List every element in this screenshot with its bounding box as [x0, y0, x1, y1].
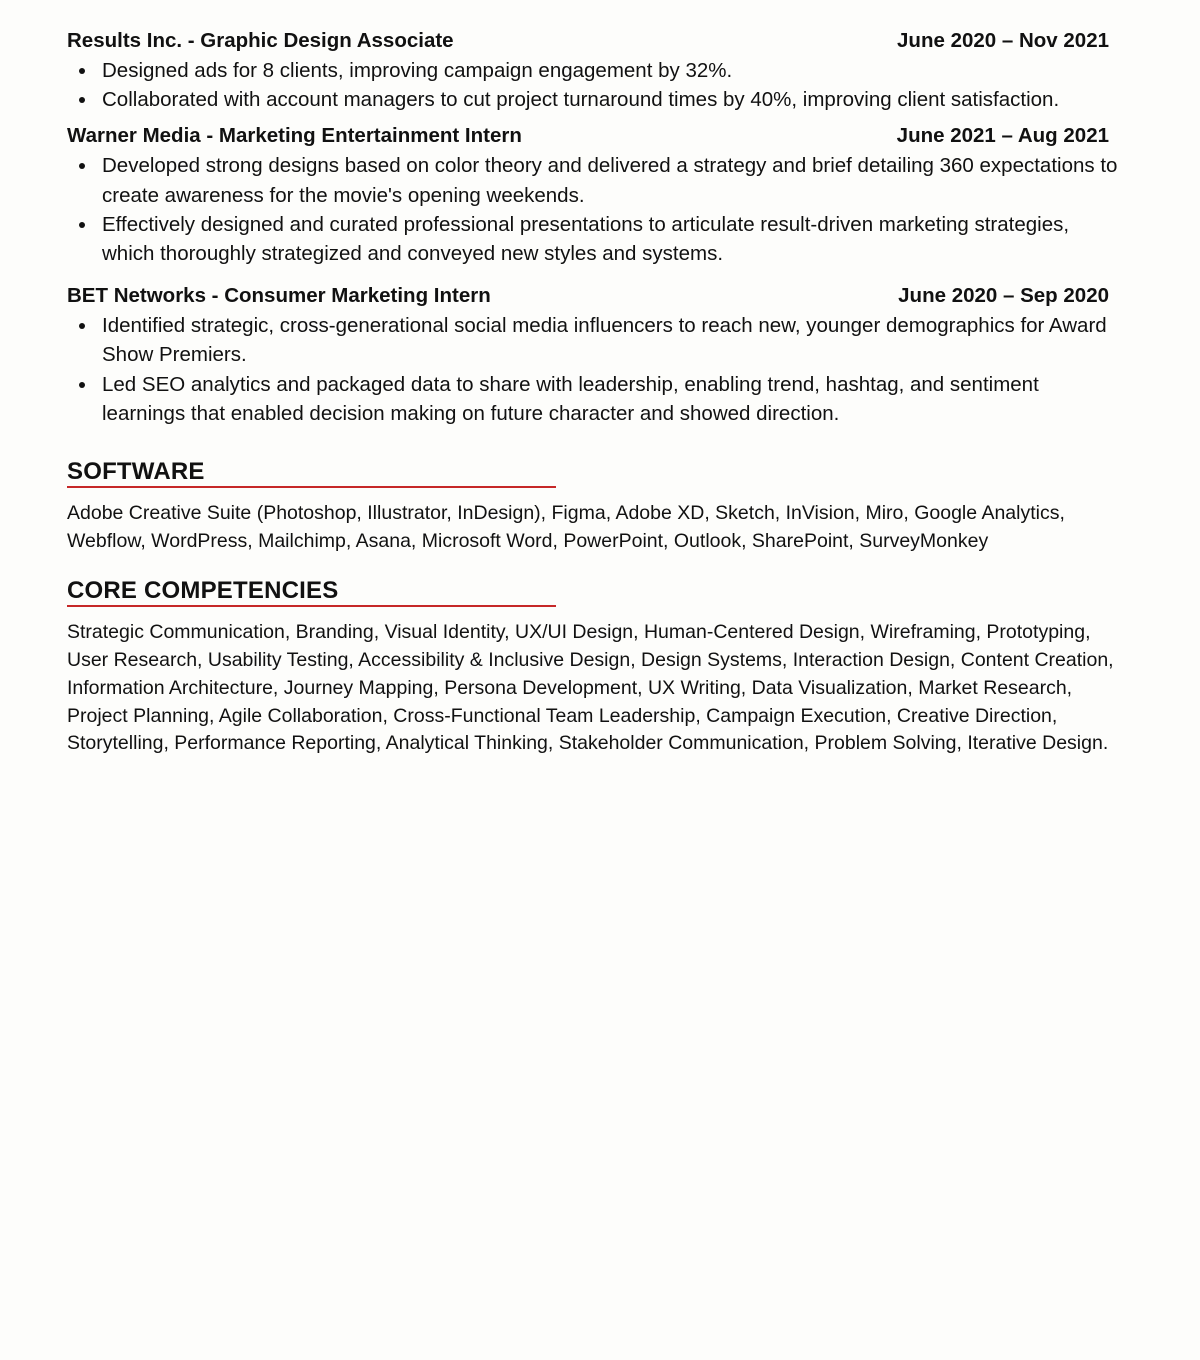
job-bullet: Collaborated with account managers to cut project turnaround times by 40%, improving client satisfaction. — [67, 85, 1127, 114]
software-section — [67, 458, 1127, 555]
job-date: June 2021 – Aug 2021 — [896, 124, 1109, 148]
job-bullet: Identified strategic, cross-generational social media influencers to reach new, younger demographics for Award Show Premiers. — [67, 311, 1127, 369]
job-entry-bet-networks — [67, 281, 1127, 428]
job-date: June 2020 – Nov 2021 — [897, 29, 1109, 52]
section-heading: CORE COMPETENCIES — [67, 577, 556, 607]
job-bullet: Designed ads for 8 clients, improving campaign engagement by 32%. — [67, 56, 1127, 85]
job-title: Results Inc. - Graphic Design Associate — [67, 29, 454, 52]
job-entry-results-inc — [67, 26, 1127, 114]
software-list: Adobe Creative Suite (Photoshop, Illustrator, InDesign), Figma, Adobe XD, Sketch, InVision, Miro, Google Analytics, Webflow, WordPress, Mailchimp, Asana, Microsoft Word, PowerPoint, Outlook, SharePoint, SurveyMonkey — [67, 502, 1065, 552]
job-header — [67, 281, 1127, 311]
job-bullet-list — [67, 56, 1127, 114]
job-header — [67, 121, 1127, 151]
job-date: June 2020 – Sep 2020 — [898, 284, 1109, 308]
job-bullet-list — [67, 151, 1127, 268]
core-competencies-section — [67, 577, 1127, 758]
job-title: Warner Media - Marketing Entertainment Intern — [67, 124, 522, 148]
job-bullet-list — [67, 311, 1127, 428]
competencies-list: Strategic Communication, Branding, Visual Identity, UX/UI Design, Human-Centered Design, Wireframing, Prototyping, User Research, Usability Testing, Accessibility & Inclusive Design, Design Systems, Interaction Design, Content Creation, Information Architecture, Journey Mapping, Persona Development, UX Writing, Data Visualization, Market Research, Project Planning, Agile Collaboration, Cross-Functional Team Leadership, Campaign Execution, Creative Direction, Storytelling, Performance Reporting, Analytical Thinking, Stakeholder Communication, Problem Solving, Iterative Design. — [67, 621, 1114, 755]
job-bullet: Effectively designed and curated professional presentations to articulate result-driven marketing strategies, which thoroughly strategized and conveyed new styles and systems. — [67, 210, 1127, 268]
resume-page — [67, 26, 1127, 758]
section-heading: SOFTWARE — [67, 458, 556, 488]
job-entry-warner-media — [67, 121, 1127, 268]
job-header — [67, 26, 1127, 56]
job-bullet: Led SEO analytics and packaged data to share with leadership, enabling trend, hashtag, and sentiment learnings that enabled decision making on future character and showed direction. — [67, 370, 1127, 428]
job-bullet: Developed strong designs based on color theory and delivered a strategy and brief detailing 360 expectations to create awareness for the movie's opening weekends. — [67, 151, 1127, 209]
job-title: BET Networks - Consumer Marketing Intern — [67, 284, 491, 308]
